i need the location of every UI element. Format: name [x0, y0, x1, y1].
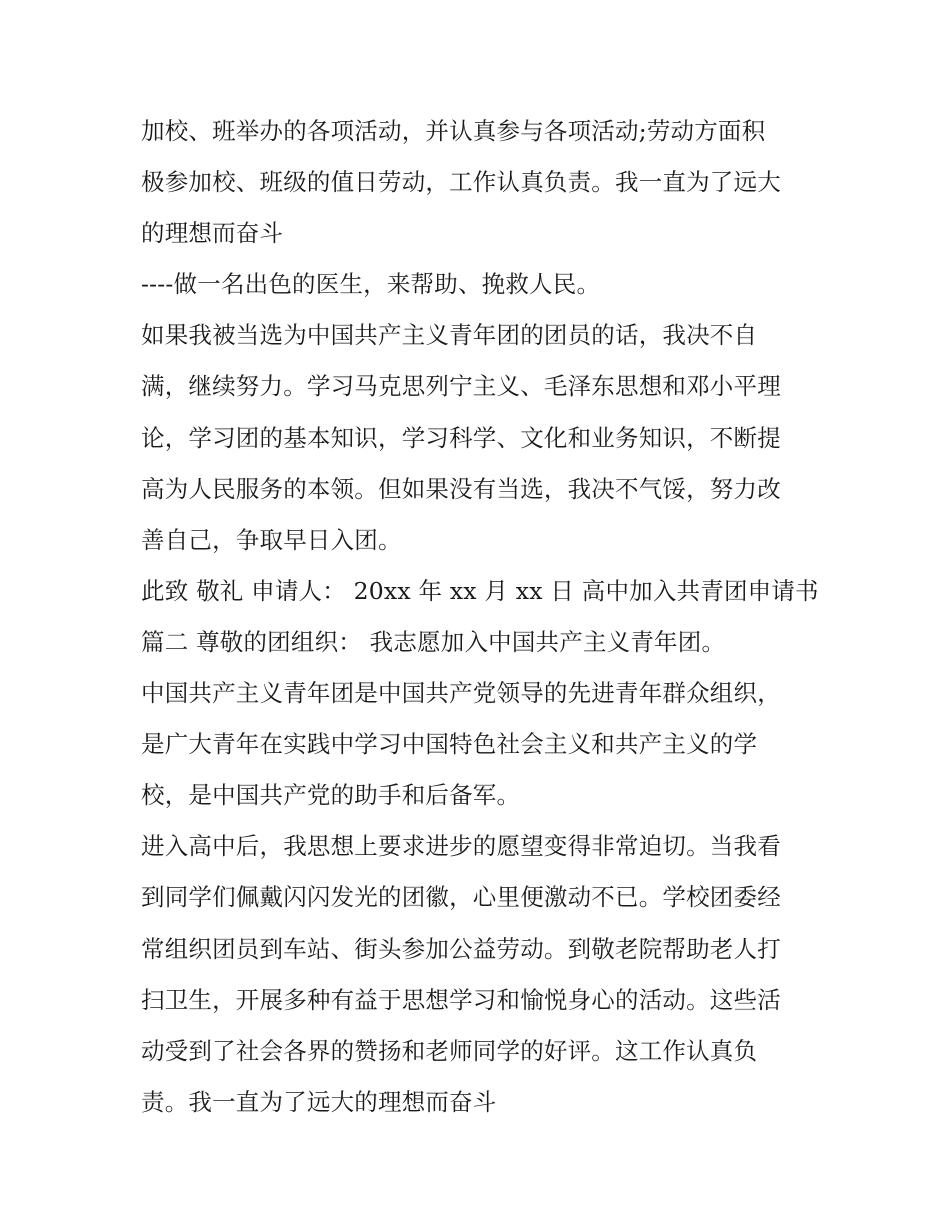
text-line: 的理想而奋斗: [141, 219, 284, 248]
text-line: 善自己，争取早日入团。: [141, 525, 402, 554]
text-line: 动受到了社会各界的赞扬和老师同学的好评。这工作认真负: [141, 1036, 758, 1065]
text-line: 责。我一直为了远大的理想而奋斗: [141, 1087, 497, 1116]
text-line: 如果我被当选为中国共产主义青年团的团员的话，我决不自: [141, 321, 758, 350]
text-line: ----做一名出色的医生，来帮助、挽救人民。: [141, 270, 601, 299]
text-line: 扫卫生，开展多种有益于思想学习和愉悦身心的活动。这些活: [141, 985, 781, 1014]
text-line: 中国共产主义青年团是中国共产党领导的先进青年群众组织，: [141, 679, 781, 708]
text-line: 篇二 尊敬的团组织： 我志愿加入中国共产主义青年团。: [141, 627, 726, 656]
text-line: 此致 敬礼 申请人： 20xx 年 xx 月 xx 日 高中加入共青团申请书: [141, 576, 819, 605]
text-line: 常组织团员到车站、街头参加公益劳动。到敬老院帮助老人打: [141, 934, 781, 963]
document-body: [141, 106, 821, 1128]
text-line: 高为人民服务的本领。但如果没有当选，我决不气馁，努力改: [141, 474, 781, 503]
text-line: 是广大青年在实践中学习中国特色社会主义和共产主义的学: [141, 730, 758, 759]
text-line: 校，是中国共产党的助手和后备军。: [141, 781, 521, 810]
text-line: 极参加校、班级的值日劳动，工作认真负责。我一直为了远大: [141, 168, 781, 197]
text-line: 满，继续努力。学习马克思列宁主义、毛泽东思想和邓小平理: [141, 372, 781, 401]
text-line: 论，学习团的基本知识，学习科学、文化和业务知识，不断提: [141, 423, 781, 452]
text-line: 进入高中后，我思想上要求进步的愿望变得非常迫切。当我看: [141, 832, 781, 861]
text-line: 加校、班举办的各项活动，并认真参与各项活动;劳动方面积: [141, 117, 766, 145]
text-line: 到同学们佩戴闪闪发光的团徽，心里便激动不已。学校团委经: [141, 883, 781, 912]
